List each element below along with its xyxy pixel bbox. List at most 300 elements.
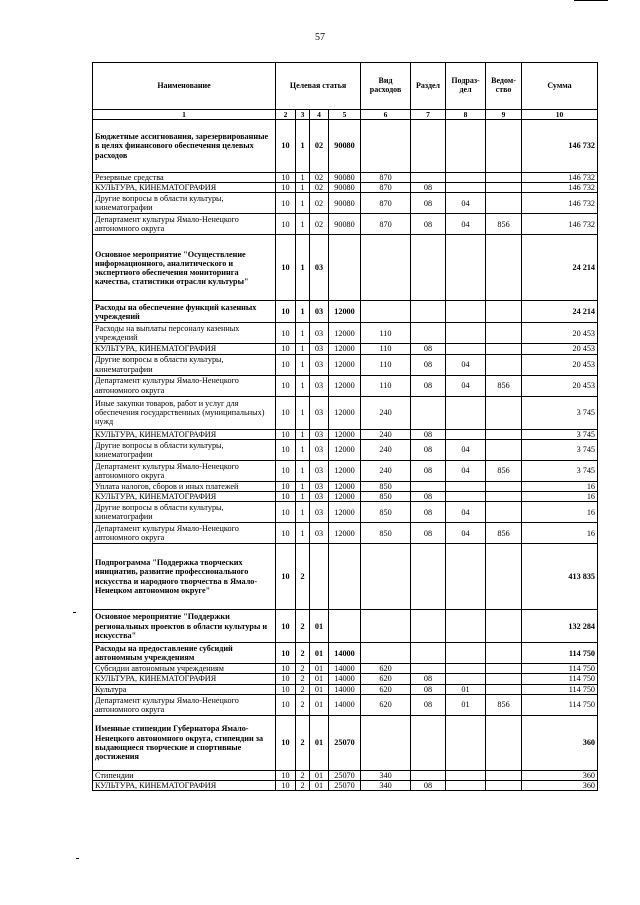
sum-cell: 16: [522, 481, 598, 491]
row-name: Бюджетные ассигнования, зарезервированные в целях финансового обеспечения целевых расходов: [93, 120, 276, 173]
target-code-part: 25070: [329, 780, 361, 790]
department-cell: [486, 502, 522, 523]
sum-cell: 20 453: [522, 354, 598, 375]
target-code-part: 03: [310, 460, 329, 481]
section-cell: [411, 770, 446, 780]
target-code-part: 03: [310, 523, 329, 544]
row-name: КУЛЬТУРА, КИНЕМАТОГРАФИЯ: [93, 429, 276, 439]
table-row: [93, 481, 598, 491]
column-index: 5: [329, 110, 361, 120]
expense-type-cell: 620: [361, 674, 411, 684]
target-code-part: 1: [296, 301, 310, 323]
expense-type-cell: 870: [361, 173, 411, 183]
target-code-part: 2: [296, 674, 310, 684]
target-code-part: 03: [310, 396, 329, 429]
section-cell: [411, 173, 446, 183]
sum-cell: 360: [522, 715, 598, 770]
table-row: [93, 301, 598, 323]
target-code-part: 12000: [329, 481, 361, 491]
target-code-part: 1: [296, 375, 310, 396]
section-cell: [411, 235, 446, 301]
target-code-part: 03: [310, 481, 329, 491]
column-index: 8: [446, 110, 486, 120]
section-cell: 08: [411, 183, 446, 193]
subsection-cell: 04: [446, 460, 486, 481]
target-code-part: 1: [296, 460, 310, 481]
target-code-part: [310, 544, 329, 610]
row-name: Департамент культуры Ямало-Ненецкого автономного округа: [93, 694, 276, 715]
target-code-part: 2: [296, 610, 310, 643]
sum-cell: 413 835: [522, 544, 598, 610]
department-cell: [486, 610, 522, 643]
target-code-part: 03: [310, 502, 329, 523]
subsection-cell: [446, 674, 486, 684]
sum-cell: 3 745: [522, 439, 598, 460]
target-code-part: 02: [310, 173, 329, 183]
target-code-part: 1: [296, 481, 310, 491]
sum-cell: 16: [522, 502, 598, 523]
expense-type-cell: 340: [361, 780, 411, 790]
table-row: [93, 235, 598, 301]
header-section: Раздел: [411, 63, 446, 110]
target-code-part: 01: [310, 770, 329, 780]
target-code-part: 10: [276, 481, 296, 491]
target-code-part: 1: [296, 354, 310, 375]
department-cell: [486, 344, 522, 354]
row-name: Департамент культуры Ямало-Ненецкого автономного округа: [93, 375, 276, 396]
department-cell: [486, 684, 522, 694]
table-row: [93, 502, 598, 523]
column-index-row: [93, 110, 598, 120]
target-code-part: 10: [276, 674, 296, 684]
target-code-part: 12000: [329, 502, 361, 523]
expense-type-cell: 240: [361, 396, 411, 429]
target-code-part: 10: [276, 643, 296, 664]
subsection-cell: [446, 120, 486, 173]
header-expense-type: Вид расходов: [361, 63, 411, 110]
table-row: [93, 770, 598, 780]
target-code-part: 12000: [329, 375, 361, 396]
target-code-part: 2: [296, 684, 310, 694]
section-cell: 08: [411, 344, 446, 354]
target-code-part: 12000: [329, 439, 361, 460]
table-row: [93, 173, 598, 183]
table-row: [93, 429, 598, 439]
target-code-part: 01: [310, 715, 329, 770]
sum-cell: 114 750: [522, 694, 598, 715]
target-code-part: 10: [276, 354, 296, 375]
department-cell: [486, 183, 522, 193]
table-row: [93, 460, 598, 481]
sum-cell: 146 732: [522, 183, 598, 193]
target-code-part: 02: [310, 193, 329, 214]
target-code-part: 1: [296, 491, 310, 501]
target-code-part: 2: [296, 544, 310, 610]
subsection-cell: 04: [446, 523, 486, 544]
target-code-part: 90080: [329, 193, 361, 214]
target-code-part: 14000: [329, 694, 361, 715]
department-cell: [486, 715, 522, 770]
target-code-part: 90080: [329, 183, 361, 193]
department-cell: [486, 323, 522, 344]
target-code-part: 10: [276, 375, 296, 396]
subsection-cell: [446, 643, 486, 664]
target-code-part: 12000: [329, 460, 361, 481]
subsection-cell: 04: [446, 214, 486, 235]
expense-type-cell: 870: [361, 183, 411, 193]
table-row: [93, 183, 598, 193]
target-code-part: 2: [296, 664, 310, 674]
scan-mark: [73, 612, 76, 613]
department-cell: [486, 481, 522, 491]
row-name: КУЛЬТУРА, КИНЕМАТОГРАФИЯ: [93, 183, 276, 193]
target-code-part: 1: [296, 183, 310, 193]
row-name: Именные стипендии Губернатора Ямало-Ненецкого автономного округа, стипендии за выдающиеся творческие и спортивные достижения: [93, 715, 276, 770]
table-row: [93, 354, 598, 375]
target-code-part: 03: [310, 375, 329, 396]
row-name: Департамент культуры Ямало-Ненецкого автономного округа: [93, 214, 276, 235]
target-code-part: 10: [276, 323, 296, 344]
target-code-part: 10: [276, 214, 296, 235]
table-row: [93, 396, 598, 429]
section-cell: 08: [411, 523, 446, 544]
subsection-cell: [446, 491, 486, 501]
department-cell: [486, 354, 522, 375]
department-cell: [486, 429, 522, 439]
section-cell: [411, 544, 446, 610]
target-code-part: 12000: [329, 323, 361, 344]
department-cell: [486, 173, 522, 183]
table-row: [93, 323, 598, 344]
department-cell: [486, 770, 522, 780]
section-cell: [411, 643, 446, 664]
subsection-cell: [446, 544, 486, 610]
department-cell: [486, 193, 522, 214]
section-cell: [411, 323, 446, 344]
header-target: Целевая статья: [276, 63, 361, 110]
subsection-cell: [446, 610, 486, 643]
column-index: 4: [310, 110, 329, 120]
sum-cell: 3 745: [522, 429, 598, 439]
target-code-part: 2: [296, 780, 310, 790]
department-cell: 856: [486, 214, 522, 235]
expense-type-cell: 620: [361, 684, 411, 694]
expense-type-cell: 870: [361, 214, 411, 235]
budget-table: [92, 62, 598, 791]
target-code-part: 2: [296, 770, 310, 780]
expense-type-cell: 110: [361, 354, 411, 375]
target-code-part: 02: [310, 183, 329, 193]
target-code-part: 01: [310, 643, 329, 664]
target-code-part: [329, 235, 361, 301]
target-code-part: 10: [276, 694, 296, 715]
subsection-cell: 01: [446, 684, 486, 694]
target-code-part: 10: [276, 502, 296, 523]
row-name: Уплата налогов, сборов и иных платежей: [93, 481, 276, 491]
department-cell: [486, 674, 522, 684]
column-index: 1: [93, 110, 276, 120]
target-code-part: 2: [296, 694, 310, 715]
header-row: [93, 63, 598, 110]
scan-mark: [76, 858, 79, 859]
row-name: КУЛЬТУРА, КИНЕМАТОГРАФИЯ: [93, 344, 276, 354]
target-code-part: 10: [276, 439, 296, 460]
sum-cell: 114 750: [522, 684, 598, 694]
target-code-part: 1: [296, 396, 310, 429]
section-cell: [411, 396, 446, 429]
target-code-part: 01: [310, 610, 329, 643]
target-code-part: 01: [310, 780, 329, 790]
table-row: [93, 715, 598, 770]
sum-cell: 114 750: [522, 643, 598, 664]
sum-cell: 20 453: [522, 344, 598, 354]
header-subsection: Подраз-дел: [446, 63, 486, 110]
row-name: Другие вопросы в области культуры, кинематографии: [93, 354, 276, 375]
target-code-part: 10: [276, 610, 296, 643]
column-index: 10: [522, 110, 598, 120]
column-index: 6: [361, 110, 411, 120]
sum-cell: 114 750: [522, 664, 598, 674]
subsection-cell: 01: [446, 694, 486, 715]
department-cell: [486, 664, 522, 674]
target-code-part: 10: [276, 173, 296, 183]
section-cell: 08: [411, 491, 446, 501]
row-name: Подпрограмма "Поддержка творческих инициатив, развитие профессионального искусства и народного творчества в Ямало-Ненецком автономном округе": [93, 544, 276, 610]
target-code-part: 10: [276, 684, 296, 694]
section-cell: 08: [411, 429, 446, 439]
target-code-part: 25070: [329, 770, 361, 780]
expense-type-cell: 110: [361, 344, 411, 354]
table-row: [93, 491, 598, 501]
target-code-part: [329, 610, 361, 643]
section-cell: 08: [411, 193, 446, 214]
page-number: 57: [315, 32, 325, 43]
sum-cell: 146 732: [522, 193, 598, 214]
row-name: КУЛЬТУРА, КИНЕМАТОГРАФИЯ: [93, 780, 276, 790]
section-cell: [411, 301, 446, 323]
table-row: [93, 523, 598, 544]
section-cell: 08: [411, 694, 446, 715]
row-name: Другие вопросы в области культуры, кинематографии: [93, 439, 276, 460]
sum-cell: 24 214: [522, 235, 598, 301]
subsection-cell: [446, 323, 486, 344]
subsection-cell: [446, 183, 486, 193]
target-code-part: 10: [276, 429, 296, 439]
sum-cell: 360: [522, 770, 598, 780]
section-cell: [411, 120, 446, 173]
target-code-part: 03: [310, 235, 329, 301]
expense-type-cell: [361, 643, 411, 664]
department-cell: [486, 544, 522, 610]
column-index: 2: [276, 110, 296, 120]
sum-cell: 132 284: [522, 610, 598, 643]
expense-type-cell: 340: [361, 770, 411, 780]
target-code-part: 14000: [329, 643, 361, 664]
target-code-part: 01: [310, 674, 329, 684]
row-name: Иные закупки товаров, работ и услуг для обеспечения государственных (муниципальных) нужд: [93, 396, 276, 429]
sum-cell: 16: [522, 523, 598, 544]
table-row: [93, 674, 598, 684]
target-code-part: 10: [276, 544, 296, 610]
subsection-cell: 04: [446, 193, 486, 214]
subsection-cell: [446, 780, 486, 790]
table-row: [93, 375, 598, 396]
target-code-part: 01: [310, 694, 329, 715]
expense-type-cell: 110: [361, 375, 411, 396]
expense-type-cell: 240: [361, 439, 411, 460]
table-row: [93, 544, 598, 610]
target-code-part: 1: [296, 344, 310, 354]
expense-type-cell: 850: [361, 491, 411, 501]
table-row: [93, 780, 598, 790]
sum-cell: 3 745: [522, 396, 598, 429]
header-name: Наименование: [93, 63, 276, 110]
sum-cell: 20 453: [522, 323, 598, 344]
target-code-part: 10: [276, 183, 296, 193]
target-code-part: 1: [296, 429, 310, 439]
target-code-part: 10: [276, 460, 296, 481]
target-code-part: 03: [310, 323, 329, 344]
subsection-cell: [446, 235, 486, 301]
target-code-part: 1: [296, 193, 310, 214]
target-code-part: 10: [276, 491, 296, 501]
department-cell: [486, 301, 522, 323]
target-code-part: 02: [310, 120, 329, 173]
target-code-part: 03: [310, 301, 329, 323]
target-code-part: 03: [310, 344, 329, 354]
expense-type-cell: [361, 715, 411, 770]
department-cell: [486, 491, 522, 501]
target-code-part: 12000: [329, 491, 361, 501]
expense-type-cell: 850: [361, 523, 411, 544]
target-code-part: 10: [276, 235, 296, 301]
table-row: [93, 193, 598, 214]
target-code-part: 10: [276, 120, 296, 173]
target-code-part: 1: [296, 523, 310, 544]
target-code-part: 10: [276, 780, 296, 790]
target-code-part: 90080: [329, 214, 361, 235]
target-code-part: 03: [310, 354, 329, 375]
target-code-part: 03: [310, 429, 329, 439]
target-code-part: 25070: [329, 715, 361, 770]
target-code-part: 12000: [329, 301, 361, 323]
expense-type-cell: 240: [361, 429, 411, 439]
target-code-part: 1: [296, 173, 310, 183]
target-code-part: 2: [296, 643, 310, 664]
subsection-cell: 04: [446, 354, 486, 375]
target-code-part: 01: [310, 664, 329, 674]
department-cell: 856: [486, 460, 522, 481]
budget-table-body: [93, 120, 598, 791]
expense-type-cell: [361, 301, 411, 323]
table-row: [93, 694, 598, 715]
target-code-part: 90080: [329, 120, 361, 173]
table-row: [93, 214, 598, 235]
row-name: КУЛЬТУРА, КИНЕМАТОГРАФИЯ: [93, 491, 276, 501]
sum-cell: 114 750: [522, 674, 598, 684]
subsection-cell: [446, 173, 486, 183]
target-code-part: 10: [276, 523, 296, 544]
target-code-part: 02: [310, 214, 329, 235]
sum-cell: 24 214: [522, 301, 598, 323]
expense-type-cell: 240: [361, 460, 411, 481]
expense-type-cell: [361, 610, 411, 643]
target-code-part: 14000: [329, 674, 361, 684]
row-name: Основное мероприятие "Осуществление информационного, аналитического и экспертного обеспечения мониторинга качества, статистики отрасли культуры": [93, 235, 276, 301]
subsection-cell: [446, 715, 486, 770]
target-code-part: 10: [276, 664, 296, 674]
target-code-part: 10: [276, 344, 296, 354]
corner-rule: [574, 0, 608, 1]
table-row: [93, 684, 598, 694]
target-code-part: 90080: [329, 173, 361, 183]
sum-cell: 3 745: [522, 460, 598, 481]
sum-cell: 360: [522, 780, 598, 790]
department-cell: [486, 780, 522, 790]
section-cell: 08: [411, 439, 446, 460]
target-code-part: 1: [296, 439, 310, 460]
target-code-part: 1: [296, 502, 310, 523]
section-cell: 08: [411, 780, 446, 790]
target-code-part: 1: [296, 323, 310, 344]
target-code-part: 10: [276, 715, 296, 770]
table-row: [93, 643, 598, 664]
subsection-cell: [446, 301, 486, 323]
target-code-part: 10: [276, 770, 296, 780]
section-cell: [411, 664, 446, 674]
section-cell: 08: [411, 674, 446, 684]
target-code-part: 1: [296, 214, 310, 235]
target-code-part: 12000: [329, 523, 361, 544]
expense-type-cell: 850: [361, 481, 411, 491]
target-code-part: 10: [276, 396, 296, 429]
sum-cell: 146 732: [522, 214, 598, 235]
column-index: 7: [411, 110, 446, 120]
expense-type-cell: 110: [361, 323, 411, 344]
expense-type-cell: [361, 120, 411, 173]
expense-type-cell: [361, 235, 411, 301]
department-cell: 856: [486, 523, 522, 544]
header-sum: Сумма: [522, 63, 598, 110]
table-row: [93, 610, 598, 643]
target-code-part: 1: [296, 235, 310, 301]
subsection-cell: [446, 481, 486, 491]
table-row: [93, 439, 598, 460]
target-code-part: 14000: [329, 664, 361, 674]
row-name: Расходы на обеспечение функций казенных учреждений: [93, 301, 276, 323]
subsection-cell: [446, 429, 486, 439]
department-cell: 856: [486, 375, 522, 396]
row-name: Другие вопросы в области культуры, кинематографии: [93, 193, 276, 214]
expense-type-cell: 850: [361, 502, 411, 523]
target-code-part: 2: [296, 715, 310, 770]
target-code-part: 14000: [329, 684, 361, 694]
row-name: Стипендии: [93, 770, 276, 780]
department-cell: [486, 235, 522, 301]
row-name: КУЛЬТУРА, КИНЕМАТОГРАФИЯ: [93, 674, 276, 684]
row-name: Департамент культуры Ямало-Ненецкого автономного округа: [93, 460, 276, 481]
sum-cell: 16: [522, 491, 598, 501]
sum-cell: 146 732: [522, 173, 598, 183]
expense-type-cell: 620: [361, 694, 411, 715]
department-cell: [486, 396, 522, 429]
subsection-cell: [446, 770, 486, 780]
row-name: Расходы на выплаты персоналу казенных учреждений: [93, 323, 276, 344]
subsection-cell: [446, 396, 486, 429]
subsection-cell: 04: [446, 502, 486, 523]
table-row: [93, 344, 598, 354]
subsection-cell: 04: [446, 375, 486, 396]
